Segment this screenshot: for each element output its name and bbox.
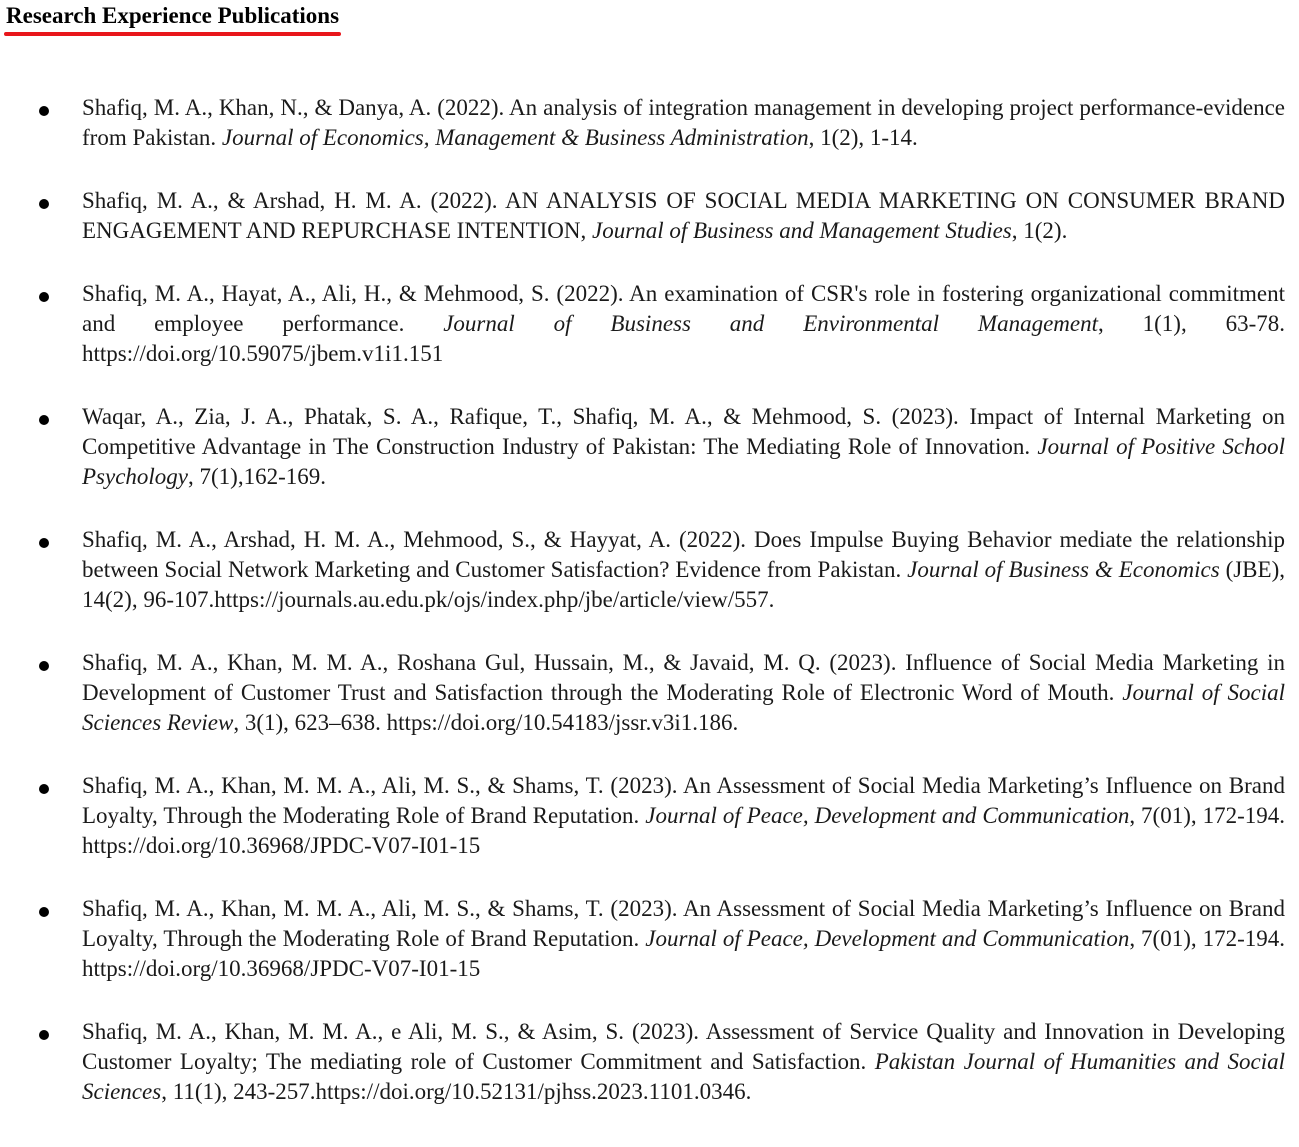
publication-journal: Journal of Social Sciences Review [82, 680, 1285, 735]
bullet-icon [39, 415, 49, 425]
publication-details: , 7(1),162-169. [188, 464, 326, 489]
section-heading-text: Research Experience Publications [6, 3, 340, 28]
section-heading-wrap [6, 2, 339, 30]
publication-journal: Journal of Peace, Development and Communication [645, 926, 1130, 951]
publication-authors-title: Shafiq, M. A., Khan, M. M. A., Ali, M. S., & Shams, T. (2023). An Assessment of Social Media Marketing’s Influence on Brand Loyalty, Through the Moderating Role of Brand Reputation. [82, 773, 1285, 828]
publication-authors-title: Shafiq, M. A., Khan, M. M. A., Ali, M. S., & Shams, T. (2023). An Assessment of Social Media Marketing’s Influence on Brand Loyalty, Through the Moderating Role of Brand Reputation. [82, 896, 1285, 951]
publication-details: (JBE), 14(2), 96-107.https://journals.au.edu.pk/ojs/index.php/jbe/article/view/557. [82, 557, 1285, 612]
bullet-icon [39, 199, 49, 209]
publication-item [0, 894, 1299, 984]
bullet-icon [39, 907, 49, 917]
bullet-icon [39, 661, 49, 671]
publication-journal: Journal of Economics, Management & Business Administration [221, 125, 809, 150]
publication-list [0, 93, 1299, 1107]
publication-item [0, 525, 1299, 615]
publication-authors-title: Waqar, A., Zia, J. A., Phatak, S. A., Rafique, T., Shafiq, M. A., & Mehmood, S. (2023). Impact of Internal Marketing on Competitive Advantage in The Construction Industry of Pakistan: The Mediating Role of Innovation. [82, 404, 1285, 459]
publication-details: , 1(2), 1-14. [808, 125, 918, 150]
bullet-icon [39, 1030, 49, 1040]
heading-underline [4, 32, 341, 36]
bullet-icon [39, 106, 49, 116]
publication-item [0, 1017, 1299, 1107]
publication-authors-title: Shafiq, M. A., Hayat, A., Ali, H., & Mehmood, S. (2022). An examination of CSR's role in fostering organizational commitment and employee performance. [82, 281, 1285, 336]
publication-authors-title: Shafiq, M. A., & Arshad, H. M. A. (2022). AN ANALYSIS OF SOCIAL MEDIA MARKETING ON CONSUMER BRAND ENGAGEMENT AND REPURCHASE INTENTION, [82, 188, 1285, 243]
publication-item [0, 93, 1299, 153]
publication-authors-title: Shafiq, M. A., Khan, N., & Danya, A. (2022). An analysis of integration management in developing project performance-evidence from Pakistan. [82, 95, 1285, 150]
publication-item [0, 402, 1299, 492]
publication-journal: Journal of Peace, Development and Communication [645, 803, 1130, 828]
publication-journal: Pakistan Journal of Humanities and Social Sciences [82, 1049, 1286, 1104]
bullet-icon [39, 784, 49, 794]
publication-authors-title: Shafiq, M. A., Khan, M. M. A., Roshana Gul, Hussain, M., & Javaid, M. Q. (2023). Influence of Social Media Marketing in Development of Customer Trust and Satisfaction through the Moderating Role of Electronic Word of Mouth. [82, 650, 1285, 705]
bullet-icon [39, 538, 49, 548]
bullet-icon [39, 292, 49, 302]
publication-authors-title: Shafiq, M. A., Khan, M. M. A., e Ali, M. S., & Asim, S. (2023). Assessment of Service Quality and Innovation in Developing Customer Loyalty; The mediating role of Customer Commitment and Satisfaction. [82, 1019, 1285, 1074]
publication-details: , 7(01), 172-194. https://doi.org/10.36968/JPDC-V07-I01-15 [82, 803, 1286, 858]
publication-item [0, 648, 1299, 738]
publication-authors-title: Shafiq, M. A., Arshad, H. M. A., Mehmood, S., & Hayyat, A. (2022). Does Impulse Buying Behavior mediate the relationship between Social Network Marketing and Customer Satisfaction? Evidence from Pakistan. [82, 527, 1285, 582]
publication-item [0, 279, 1299, 369]
publication-item [0, 186, 1299, 246]
publication-journal: Journal of Business and Management Studies [592, 218, 1012, 243]
publication-details: , 3(1), 623–638. https://doi.org/10.54183/jssr.v3i1.186. [233, 710, 739, 735]
section-heading [6, 2, 339, 30]
publication-details: , 7(01), 172-194. https://doi.org/10.36968/JPDC-V07-I01-15 [82, 926, 1286, 981]
publication-details: , 11(1), 243-257.https://doi.org/10.52131/pjhss.2023.1101.0346. [161, 1079, 752, 1104]
publication-item [0, 771, 1299, 861]
publication-journal: Journal of Positive School Psychology [82, 434, 1285, 489]
publication-details: , 1(2). [1011, 218, 1068, 243]
publication-details: , 1(1), 63-78. https://doi.org/10.59075/jbem.v1i1.151 [82, 311, 1285, 366]
publication-journal: Journal of Business & Economics [907, 557, 1220, 582]
publication-journal: Journal of Business and Environmental Management [443, 311, 1098, 336]
